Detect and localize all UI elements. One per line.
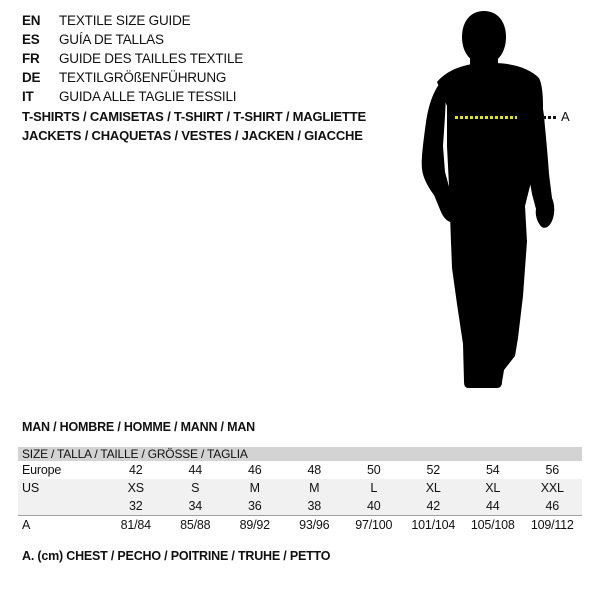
- product-category-block: [22, 108, 366, 145]
- language-code: FR: [22, 51, 40, 66]
- figure-legs: [451, 241, 527, 388]
- table-cell: 32: [128, 499, 143, 513]
- table-cell: 52: [426, 463, 440, 477]
- language-code: IT: [22, 89, 34, 104]
- table-cell: 109/112: [530, 518, 574, 532]
- table-cell: 44: [485, 499, 500, 513]
- man-silhouette-figure: [413, 6, 563, 391]
- table-cell: S: [191, 481, 200, 495]
- table-cell: 44: [188, 463, 202, 477]
- table-cell: 36: [247, 499, 262, 513]
- section-title-man: MAN / HOMBRE / HOMME / MANN / MAN: [22, 420, 255, 434]
- table-cell: 34: [188, 499, 202, 513]
- table-cell: 81/84: [120, 518, 151, 532]
- measure-label-a: A: [561, 109, 570, 124]
- language-code: ES: [22, 32, 40, 47]
- language-label: TEXTILGRÖßENFÜHRUNG: [59, 70, 227, 85]
- table-cell: 46: [247, 463, 262, 477]
- table-row: [18, 516, 582, 535]
- table-row: [18, 461, 582, 479]
- product-line-jackets: JACKETS / CHAQUETAS / VESTES / JACKEN / GIACCHE: [22, 127, 363, 143]
- language-row: [22, 49, 243, 68]
- table-cell: 48: [307, 463, 321, 477]
- table-cell: M: [309, 481, 320, 495]
- row-label: A: [22, 518, 31, 532]
- language-label: GUIDE DES TAILLES TEXTILE: [59, 51, 244, 66]
- table-cell: 85/88: [180, 518, 211, 532]
- table-header-cell: SIZE / TALLA / TAILLE / GRÖSSE / TAGLIA: [18, 447, 582, 461]
- table-cell: 97/100: [355, 518, 393, 532]
- table-row: [18, 497, 582, 516]
- table-cell: L: [370, 481, 378, 495]
- language-code: EN: [22, 13, 41, 28]
- language-row: [22, 87, 243, 106]
- table-cell: XS: [127, 481, 144, 495]
- size-table-body: [18, 447, 582, 534]
- table-cell: 105/108: [470, 518, 515, 532]
- language-code: DE: [22, 70, 41, 85]
- table-cell: 56: [545, 463, 559, 477]
- table-row: [18, 479, 582, 497]
- table-cell: 42: [426, 499, 440, 513]
- table-header-row: [18, 447, 582, 461]
- table-cell: XL: [485, 481, 501, 495]
- footnote-chest: A. (cm) CHEST / PECHO / POITRINE / TRUHE / PETTO: [22, 549, 331, 563]
- table-cell: 38: [307, 499, 321, 513]
- chest-measure-line-on-body: [455, 116, 517, 119]
- row-label: US: [22, 481, 39, 495]
- row-label: Europe: [22, 463, 62, 477]
- table-cell: 46: [545, 499, 559, 513]
- table-cell: 42: [128, 463, 143, 477]
- table-cell: 93/96: [299, 518, 330, 532]
- language-row: [22, 30, 243, 49]
- language-list: [22, 11, 243, 106]
- product-line-tshirts: T-SHIRTS / CAMISETAS / T-SHIRT / T-SHIRT / MAGLIETTE: [22, 109, 366, 124]
- size-table: [18, 447, 582, 534]
- table-cell: 40: [366, 499, 381, 513]
- table-cell: 101/104: [411, 518, 456, 532]
- table-cell: XL: [425, 481, 441, 495]
- row-label: [18, 497, 106, 516]
- table-cell: 50: [366, 463, 381, 477]
- table-cell: M: [249, 481, 260, 495]
- language-row: [22, 68, 243, 87]
- language-label: GUIDA ALLE TAGLIE TESSILI: [59, 89, 237, 104]
- table-cell: 54: [485, 463, 500, 477]
- table-cell: XXL: [540, 481, 564, 495]
- chest-measure-line-leader: [543, 116, 557, 119]
- language-row: [22, 11, 243, 30]
- table-cell: 89/92: [239, 518, 270, 532]
- language-label: TEXTILE SIZE GUIDE: [59, 13, 191, 28]
- language-label: GUÍA DE TALLAS: [59, 32, 164, 47]
